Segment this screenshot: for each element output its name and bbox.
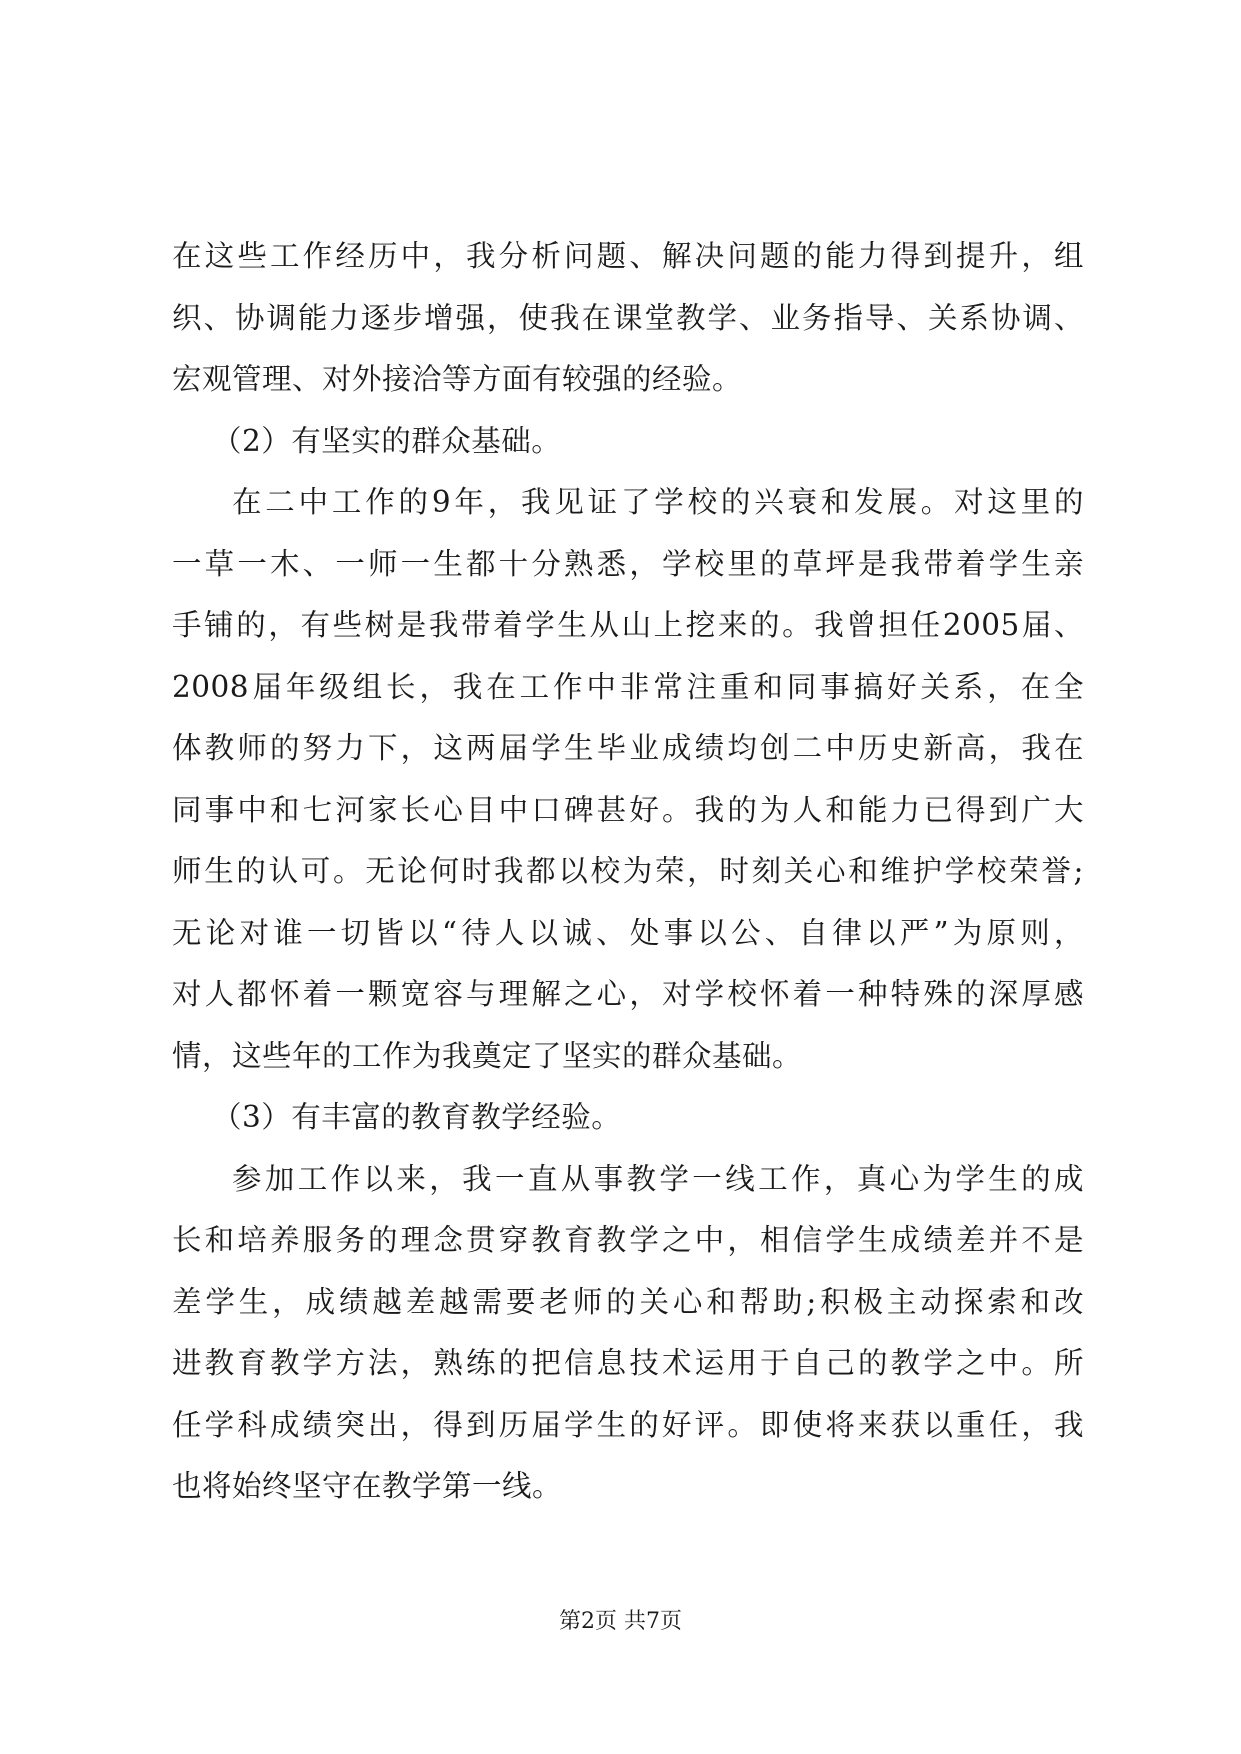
text-line: 情，这些年的工作为我奠定了坚实的群众基础。 [172,1038,803,1073]
text-line: 师生的认可。无论何时我都以校为荣，时刻关心和维护学校荣誉; [172,854,1084,888]
text-line: 也将始终坚守在教学第一线。 [172,1469,563,1503]
text-line: 对人都怀着一颗宽容与理解之心，对学校怀着一种特殊的深厚感 [172,977,1084,1011]
text-line: 差学生，成绩越差越需要老师的关心和帮助;积极主动探索和改 [172,1284,1084,1319]
text-line: 手铺的，有些树是我带着学生从山上挖来的。我曾担任2005届、 [172,608,1084,642]
text-line: 在这些工作经历中，我分析问题、解决问题的能力得到提升，组 [172,239,1084,273]
text-line: 一草一木、一师一生都十分熟悉，学校里的草坪是我带着学生亲 [172,546,1084,581]
text-line: 在二中工作的9年，我见证了学校的兴衰和发展。对这里的 [232,485,1084,519]
text-line: 织、协调能力逐步增强，使我在课堂教学、业务指导、关系协调、 [172,300,1084,335]
text-line: 参加工作以来，我一直从事教学一线工作，真心为学生的成 [232,1161,1084,1196]
page-footer: 第2页 共7页 [559,1609,682,1634]
text-line: 同事中和七河家长心目中口碑甚好。我的为人和能力已得到广大 [172,792,1084,827]
text-line: 长和培养服务的理念贯穿教育教学之中，相信学生成绩差并不是 [172,1223,1084,1257]
text-line: 2008届年级组长，我在工作中非常注重和同事搞好关系，在全 [172,669,1084,704]
text-line: 宏观管理、对外接洽等方面有较强的经验。 [172,362,743,396]
body-text [172,226,1084,1518]
text-line: （2）有坚实的群众基础。 [212,423,562,458]
text-line: 无论对谁一切皆以“待人以诚、处事以公、自律以严”为原则， [172,915,1084,950]
text-line: 任学科成绩突出，得到历届学生的好评。即使将来获以重任，我 [172,1407,1084,1442]
text-line: （3）有丰富的教育教学经验。 [212,1100,622,1134]
text-line: 进教育教学方法，熟练的把信息技术运用于自己的教学之中。所 [172,1346,1084,1380]
text-line: 体教师的努力下，这两届学生毕业成绩均创二中历史新高，我在 [172,731,1084,765]
